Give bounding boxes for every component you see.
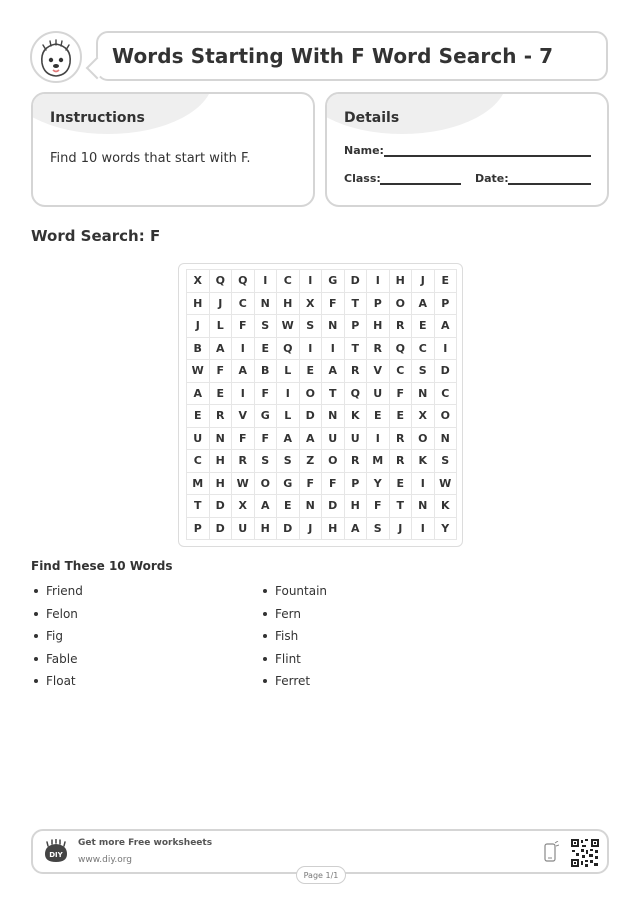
word-list-item: Fountain — [260, 581, 327, 604]
qr-code-icon[interactable] — [570, 838, 600, 868]
grid-cell[interactable]: J — [210, 293, 233, 316]
grid-cell[interactable]: D — [210, 495, 233, 518]
grid-cell[interactable]: I — [412, 518, 435, 541]
grid-cell[interactable]: F — [322, 293, 345, 316]
grid-cell[interactable]: E — [367, 405, 390, 428]
grid-cell[interactable]: J — [187, 315, 210, 338]
grid-cell[interactable]: J — [412, 270, 435, 293]
instructions-title: Instructions — [50, 110, 145, 126]
grid-cell[interactable]: S — [300, 315, 323, 338]
grid-cell[interactable]: I — [232, 383, 255, 406]
grid-cell[interactable]: K — [345, 405, 368, 428]
date-label: Date: — [475, 172, 509, 185]
footer-url[interactable]: www.diy.org — [78, 855, 132, 865]
grid-cell[interactable]: H — [255, 518, 278, 541]
grid-cell[interactable]: H — [210, 473, 233, 496]
grid-cell[interactable]: I — [232, 338, 255, 361]
grid-cell[interactable]: H — [187, 293, 210, 316]
grid-cell[interactable]: I — [300, 270, 323, 293]
grid-cell[interactable]: I — [277, 383, 300, 406]
grid-cell[interactable]: O — [255, 473, 278, 496]
grid-cell[interactable]: F — [367, 495, 390, 518]
diy-logo-icon[interactable] — [43, 839, 69, 865]
grid-cell[interactable]: K — [412, 450, 435, 473]
grid-cell[interactable]: F — [255, 383, 278, 406]
grid-cell[interactable]: N — [412, 495, 435, 518]
page-title: Words Starting With F Word Search - 7 — [112, 44, 554, 68]
grid-cell[interactable]: P — [187, 518, 210, 541]
instructions-card — [31, 92, 315, 207]
grid-cell[interactable]: A — [300, 428, 323, 451]
word-list-item: Fig — [31, 626, 83, 649]
grid-cell[interactable]: O — [435, 405, 458, 428]
grid-cell[interactable]: A — [277, 428, 300, 451]
grid-cell[interactable]: S — [367, 518, 390, 541]
class-label: Class: — [344, 172, 381, 185]
grid-cell[interactable]: N — [435, 428, 458, 451]
grid-cell[interactable]: H — [345, 495, 368, 518]
word-list-column-1 — [31, 581, 83, 694]
grid-cell[interactable]: O — [390, 293, 413, 316]
word-list-item: Ferret — [260, 671, 327, 694]
grid-cell[interactable]: P — [435, 293, 458, 316]
word-list-item: Fable — [31, 649, 83, 672]
grid-cell[interactable]: E — [390, 473, 413, 496]
grid-cell[interactable]: X — [187, 270, 210, 293]
title-bubble — [96, 31, 608, 81]
instructions-text: Find 10 words that start with F. — [50, 151, 251, 166]
word-search-title: Word Search: F — [31, 227, 161, 245]
word-list-title: Find These 10 Words — [31, 559, 173, 573]
grid-cell[interactable]: S — [255, 450, 278, 473]
date-field[interactable] — [508, 183, 591, 185]
grid-cell[interactable]: J — [390, 518, 413, 541]
grid-cell[interactable]: R — [390, 315, 413, 338]
grid-cell[interactable]: Q — [277, 338, 300, 361]
word-search-grid — [186, 269, 457, 540]
grid-cell[interactable]: D — [322, 495, 345, 518]
svg-text:DIY: DIY — [49, 851, 63, 859]
grid-cell[interactable]: H — [210, 450, 233, 473]
grid-cell[interactable]: E — [412, 315, 435, 338]
grid-cell[interactable]: A — [232, 360, 255, 383]
grid-cell[interactable]: T — [345, 338, 368, 361]
word-search-grid-container — [178, 263, 463, 547]
grid-cell[interactable]: G — [322, 270, 345, 293]
grid-cell[interactable]: E — [300, 360, 323, 383]
grid-cell[interactable]: Z — [300, 450, 323, 473]
word-list-item: Float — [31, 671, 83, 694]
grid-cell[interactable]: E — [277, 495, 300, 518]
grid-cell[interactable]: H — [367, 315, 390, 338]
grid-cell[interactable]: F — [232, 428, 255, 451]
grid-cell[interactable]: C — [232, 293, 255, 316]
grid-cell[interactable]: P — [345, 473, 368, 496]
grid-cell[interactable]: Q — [345, 383, 368, 406]
grid-cell[interactable]: V — [367, 360, 390, 383]
page-indicator: Page 1/1 — [296, 866, 346, 884]
phone-icon — [543, 841, 559, 863]
grid-cell[interactable]: U — [232, 518, 255, 541]
grid-cell[interactable]: I — [412, 473, 435, 496]
word-list-item: Friend — [31, 581, 83, 604]
grid-cell[interactable]: H — [390, 270, 413, 293]
grid-cell[interactable]: U — [322, 428, 345, 451]
grid-cell[interactable]: C — [187, 450, 210, 473]
grid-cell[interactable]: F — [322, 473, 345, 496]
word-list-item: Felon — [31, 604, 83, 627]
grid-cell[interactable]: R — [345, 360, 368, 383]
grid-cell[interactable]: B — [255, 360, 278, 383]
grid-cell[interactable]: X — [412, 405, 435, 428]
grid-cell[interactable]: C — [435, 383, 458, 406]
grid-cell[interactable]: E — [187, 405, 210, 428]
grid-cell[interactable]: U — [187, 428, 210, 451]
grid-cell[interactable]: F — [300, 473, 323, 496]
grid-cell[interactable]: Y — [367, 473, 390, 496]
grid-cell[interactable]: I — [367, 270, 390, 293]
grid-cell[interactable]: D — [345, 270, 368, 293]
details-title: Details — [344, 110, 400, 126]
grid-cell[interactable]: A — [345, 518, 368, 541]
grid-cell[interactable]: N — [210, 428, 233, 451]
grid-cell[interactable]: S — [412, 360, 435, 383]
grid-cell[interactable]: T — [345, 293, 368, 316]
grid-cell[interactable]: C — [277, 270, 300, 293]
grid-cell[interactable]: G — [255, 405, 278, 428]
grid-cell[interactable]: C — [390, 360, 413, 383]
grid-cell[interactable]: I — [322, 338, 345, 361]
grid-cell[interactable]: X — [232, 495, 255, 518]
grid-cell[interactable]: W — [232, 473, 255, 496]
grid-cell[interactable]: R — [390, 428, 413, 451]
grid-cell[interactable]: J — [300, 518, 323, 541]
mascot-icon — [32, 33, 80, 81]
grid-cell[interactable]: A — [210, 338, 233, 361]
grid-cell[interactable]: R — [367, 338, 390, 361]
details-card — [325, 92, 609, 207]
grid-cell[interactable]: L — [277, 405, 300, 428]
grid-cell[interactable]: S — [435, 450, 458, 473]
grid-cell[interactable]: D — [300, 405, 323, 428]
grid-cell[interactable]: M — [187, 473, 210, 496]
grid-cell[interactable]: D — [210, 518, 233, 541]
grid-cell[interactable]: E — [390, 405, 413, 428]
grid-cell[interactable]: I — [367, 428, 390, 451]
grid-cell[interactable]: I — [300, 338, 323, 361]
grid-cell[interactable]: N — [300, 495, 323, 518]
grid-cell[interactable]: H — [277, 293, 300, 316]
grid-cell[interactable]: E — [435, 270, 458, 293]
grid-cell[interactable]: L — [277, 360, 300, 383]
grid-cell[interactable]: R — [390, 450, 413, 473]
grid-cell[interactable]: E — [210, 383, 233, 406]
grid-cell[interactable]: N — [322, 405, 345, 428]
grid-cell[interactable]: B — [187, 338, 210, 361]
grid-cell[interactable]: N — [255, 293, 278, 316]
grid-cell[interactable]: F — [255, 428, 278, 451]
name-field[interactable] — [384, 155, 591, 157]
grid-cell[interactable]: W — [435, 473, 458, 496]
grid-cell[interactable]: A — [255, 495, 278, 518]
grid-cell[interactable]: F — [232, 315, 255, 338]
grid-cell[interactable]: A — [412, 293, 435, 316]
grid-cell[interactable]: X — [300, 293, 323, 316]
grid-cell[interactable]: S — [277, 450, 300, 473]
word-list-item: Fern — [260, 604, 327, 627]
grid-cell[interactable]: S — [255, 315, 278, 338]
grid-cell[interactable]: R — [345, 450, 368, 473]
grid-cell[interactable]: Q — [390, 338, 413, 361]
grid-cell[interactable]: T — [322, 383, 345, 406]
grid-cell[interactable]: L — [210, 315, 233, 338]
grid-cell[interactable]: I — [435, 338, 458, 361]
footer-promo: Get more Free worksheets — [78, 838, 213, 848]
grid-cell[interactable]: D — [277, 518, 300, 541]
grid-cell[interactable]: Q — [210, 270, 233, 293]
word-list-item: Flint — [260, 649, 327, 672]
grid-cell[interactable]: T — [187, 495, 210, 518]
grid-cell[interactable]: O — [300, 383, 323, 406]
grid-cell[interactable]: O — [412, 428, 435, 451]
grid-cell[interactable]: K — [435, 495, 458, 518]
grid-cell[interactable]: T — [390, 495, 413, 518]
grid-cell[interactable]: V — [232, 405, 255, 428]
grid-cell[interactable]: W — [277, 315, 300, 338]
grid-cell[interactable]: R — [232, 450, 255, 473]
grid-cell[interactable]: W — [187, 360, 210, 383]
grid-cell[interactable]: A — [322, 360, 345, 383]
grid-cell[interactable]: C — [412, 338, 435, 361]
grid-cell[interactable]: F — [390, 383, 413, 406]
grid-cell[interactable]: H — [322, 518, 345, 541]
grid-cell[interactable]: A — [187, 383, 210, 406]
grid-cell[interactable]: U — [367, 383, 390, 406]
grid-cell[interactable]: I — [255, 270, 278, 293]
mascot-avatar — [30, 31, 82, 83]
grid-cell[interactable]: N — [412, 383, 435, 406]
grid-cell[interactable]: F — [210, 360, 233, 383]
grid-cell[interactable]: D — [435, 360, 458, 383]
grid-cell[interactable]: P — [345, 315, 368, 338]
grid-cell[interactable]: N — [322, 315, 345, 338]
word-list-item: Fish — [260, 626, 327, 649]
word-list-column-2 — [260, 581, 327, 694]
class-field[interactable] — [380, 183, 461, 185]
grid-cell[interactable]: E — [255, 338, 278, 361]
grid-cell[interactable]: Q — [232, 270, 255, 293]
name-label: Name: — [344, 144, 384, 157]
grid-cell[interactable]: A — [435, 315, 458, 338]
grid-cell[interactable]: U — [345, 428, 368, 451]
grid-cell[interactable]: P — [367, 293, 390, 316]
grid-cell[interactable]: Y — [435, 518, 458, 541]
grid-cell[interactable]: M — [367, 450, 390, 473]
grid-cell[interactable]: O — [322, 450, 345, 473]
grid-cell[interactable]: G — [277, 473, 300, 496]
grid-cell[interactable]: R — [210, 405, 233, 428]
